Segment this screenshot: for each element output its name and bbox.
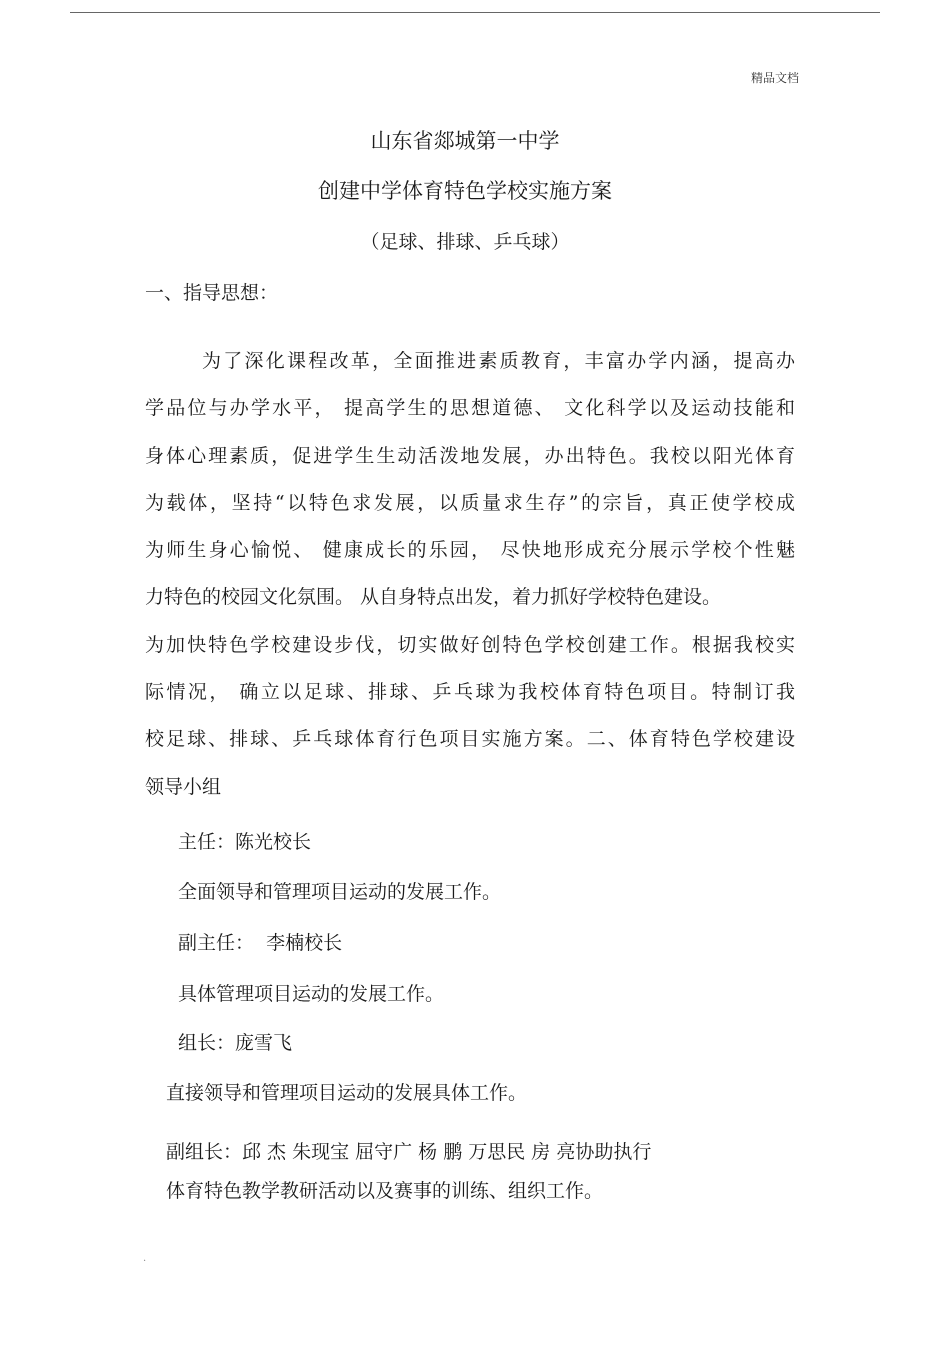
paragraph-line: 为了深化课程改革，全面推进素质教育，丰富办学内涵，提高办 — [202, 350, 795, 372]
director-line: 主任：陈光校长 — [178, 831, 312, 853]
plan-subtitle: （足球、排球、乒乓球） — [360, 231, 570, 253]
group-leader-line: 组长：庞雪飞 — [178, 1032, 293, 1054]
guiding-ideology-paragraph — [145, 344, 795, 817]
section-heading-guiding-ideology: 一、指导思想： — [145, 282, 279, 304]
paragraph-line: 领导小组 — [145, 775, 222, 798]
paragraph-line: 为师生身心愉悦、 健康成长的乐园， 尽快地形成充分展示学校个性魅 — [145, 539, 795, 562]
paragraph-line: 身体心理素质，促进学生生动活泼地发展，办出特色。我校以阳光体育 — [145, 444, 795, 467]
school-name-title: 山东省郯城第一中学 — [370, 129, 560, 153]
deputy-director-line: 副主任： 李楠校长 — [178, 932, 343, 954]
group-leader-duty-line: 直接领导和管理项目运动的发展具体工作。 — [166, 1082, 528, 1104]
paragraph-line: 力特色的校园文化氛围。 从自身特点出发，着力抓好学校特色建设。 — [145, 586, 722, 609]
director-duty-line: 全面领导和管理项目运动的发展工作。 — [178, 881, 502, 903]
deputy-director-duty-line: 具体管理项目运动的发展工作。 — [178, 983, 445, 1005]
header-label: 精品文档 — [751, 71, 800, 85]
paragraph-line: 校足球、排球、乒乓球体育行色项目实施方案。二、体育特色学校建设 — [145, 728, 795, 751]
deputy-group-leaders-line: 副组长：邱 杰 朱现宝 屈守广 杨 鹏 万思民 房 亮协助执行 — [166, 1141, 652, 1163]
page-top-rule — [70, 12, 880, 13]
paragraph-line: 际情况， 确立以足球、排球、乒乓球为我校体育特色项目。特制订我 — [145, 681, 795, 704]
paragraph-line: 为加快特色学校建设步伐，切实做好创特色学校创建工作。根据我校实 — [145, 633, 795, 656]
paragraph-line: 学品位与办学水平， 提高学生的思想道德、 文化科学以及运动技能和 — [145, 397, 795, 420]
page-footer-mark: . — [143, 1253, 147, 1264]
paragraph-line: 为载体，坚持“以特色求发展，以质量求生存”的宗旨，真正使学校成 — [145, 491, 795, 514]
plan-title: 创建中学体育特色学校实施方案 — [318, 179, 612, 203]
deputy-group-leaders-duty-line: 体育特色教学教研活动以及赛事的训练、组织工作。 — [166, 1180, 604, 1202]
